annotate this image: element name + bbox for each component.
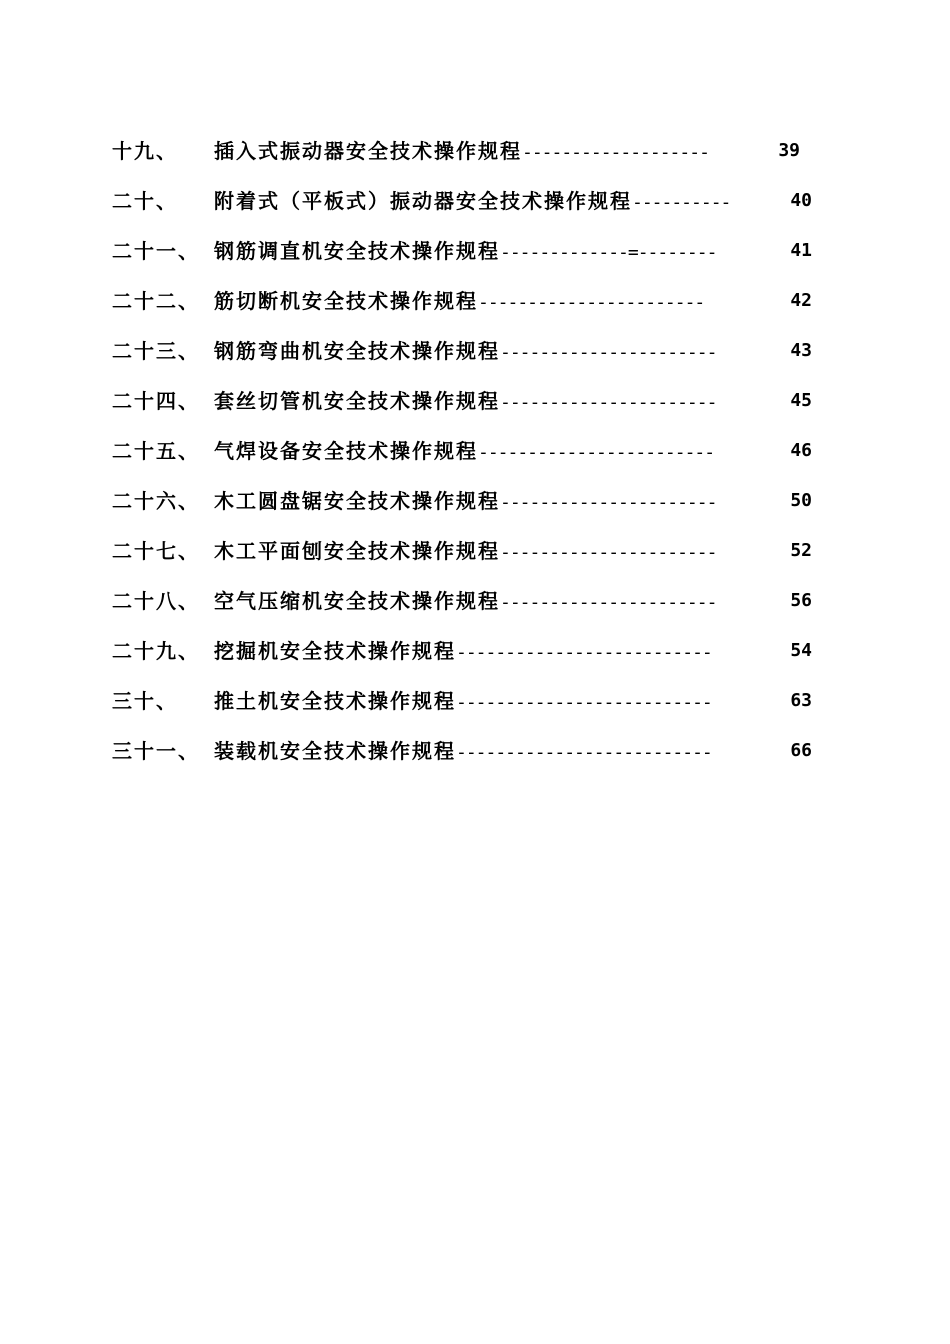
toc-entry-leader: ------------------- <box>522 142 709 163</box>
toc-entry-title: 空气压缩机安全技术操作规程 <box>214 589 500 613</box>
toc-entry <box>112 184 812 234</box>
toc-entry-leader: -------------=-------- <box>500 242 717 263</box>
toc-entry-leader: -------------------------- <box>456 692 712 713</box>
toc-entry-leader: ----------------------- <box>478 292 705 313</box>
toc-entry-page: 42 <box>790 290 812 311</box>
toc-entry-leader: ---------- <box>632 192 731 213</box>
toc-entry-page: 43 <box>790 340 812 361</box>
toc-entry-page: 46 <box>790 440 812 461</box>
toc-entry-page: 54 <box>790 640 812 661</box>
toc-entry-leader: ---------------------- <box>500 592 717 613</box>
toc-entry-title: 木工圆盘锯安全技术操作规程 <box>214 489 500 513</box>
toc-entry-leader: -------------------------- <box>456 742 712 763</box>
toc-entry-title: 装载机安全技术操作规程 <box>214 739 456 763</box>
toc-entry <box>112 134 812 184</box>
toc-entry-page: 41 <box>790 240 812 261</box>
toc-entry-text <box>214 184 730 220</box>
toc-entry-title: 钢筋调直机安全技术操作规程 <box>214 239 500 263</box>
toc-entry-leader: ------------------------ <box>478 442 715 463</box>
toc-entry-text <box>214 484 716 520</box>
toc-entry-number: 十九、 <box>112 139 178 163</box>
toc-entry-text <box>214 284 704 320</box>
toc-entry-title: 插入式振动器安全技术操作规程 <box>214 139 522 163</box>
toc-entry-title: 推土机安全技术操作规程 <box>214 689 456 713</box>
toc-entry-number: 二十一、 <box>112 239 200 263</box>
toc-entry-number: 二十九、 <box>112 639 200 663</box>
toc-entry-text <box>214 134 709 170</box>
toc-entry-number: 二十八、 <box>112 589 200 613</box>
toc-entry <box>112 434 812 484</box>
toc-entry-leader: ---------------------- <box>500 492 717 513</box>
toc-entry-text <box>214 584 716 620</box>
toc-entry-text <box>214 684 712 720</box>
toc-entry <box>112 534 812 584</box>
toc-entry-leader: ---------------------- <box>500 342 717 363</box>
toc-entry-text <box>214 534 716 570</box>
table-of-contents <box>112 134 812 784</box>
toc-entry-number: 二十二、 <box>112 289 200 313</box>
toc-entry-number: 二十七、 <box>112 539 200 563</box>
toc-entry-title: 木工平面刨安全技术操作规程 <box>214 539 500 563</box>
toc-entry-number: 三十、 <box>112 689 178 713</box>
toc-entry-page: 52 <box>790 540 812 561</box>
toc-entry-leader: -------------------------- <box>456 642 712 663</box>
toc-entry-page: 39 <box>778 140 800 161</box>
toc-entry-page: 66 <box>790 740 812 761</box>
toc-entry-text <box>214 334 716 370</box>
toc-entry-text <box>214 234 716 270</box>
toc-entry-title: 附着式（平板式）振动器安全技术操作规程 <box>214 189 632 213</box>
toc-entry <box>112 234 812 284</box>
toc-entry-number: 二十六、 <box>112 489 200 513</box>
toc-entry-title: 钢筋弯曲机安全技术操作规程 <box>214 339 500 363</box>
toc-entry-title: 套丝切管机安全技术操作规程 <box>214 389 500 413</box>
toc-entry-text <box>214 434 714 470</box>
toc-entry <box>112 584 812 634</box>
toc-entry-text <box>214 634 712 670</box>
toc-entry-page: 56 <box>790 590 812 611</box>
toc-entry-text <box>214 384 716 420</box>
toc-entry <box>112 384 812 434</box>
toc-entry-leader: ---------------------- <box>500 542 717 563</box>
toc-entry <box>112 334 812 384</box>
toc-entry-text <box>214 734 712 770</box>
toc-entry <box>112 484 812 534</box>
toc-entry-title: 筋切断机安全技术操作规程 <box>214 289 478 313</box>
toc-entry-title: 气焊设备安全技术操作规程 <box>214 439 478 463</box>
toc-entry-number: 二十三、 <box>112 339 200 363</box>
toc-entry <box>112 634 812 684</box>
toc-entry-leader: ---------------------- <box>500 392 717 413</box>
toc-entry-page: 63 <box>790 690 812 711</box>
toc-entry <box>112 684 812 734</box>
toc-entry <box>112 284 812 334</box>
toc-entry-number: 二十、 <box>112 189 178 213</box>
toc-entry-page: 50 <box>790 490 812 511</box>
toc-entry <box>112 734 812 784</box>
toc-entry-page: 45 <box>790 390 812 411</box>
toc-entry-number: 二十四、 <box>112 389 200 413</box>
toc-entry-page: 40 <box>790 190 812 211</box>
toc-entry-number: 三十一、 <box>112 739 200 763</box>
toc-entry-number: 二十五、 <box>112 439 200 463</box>
toc-entry-title: 挖掘机安全技术操作规程 <box>214 639 456 663</box>
